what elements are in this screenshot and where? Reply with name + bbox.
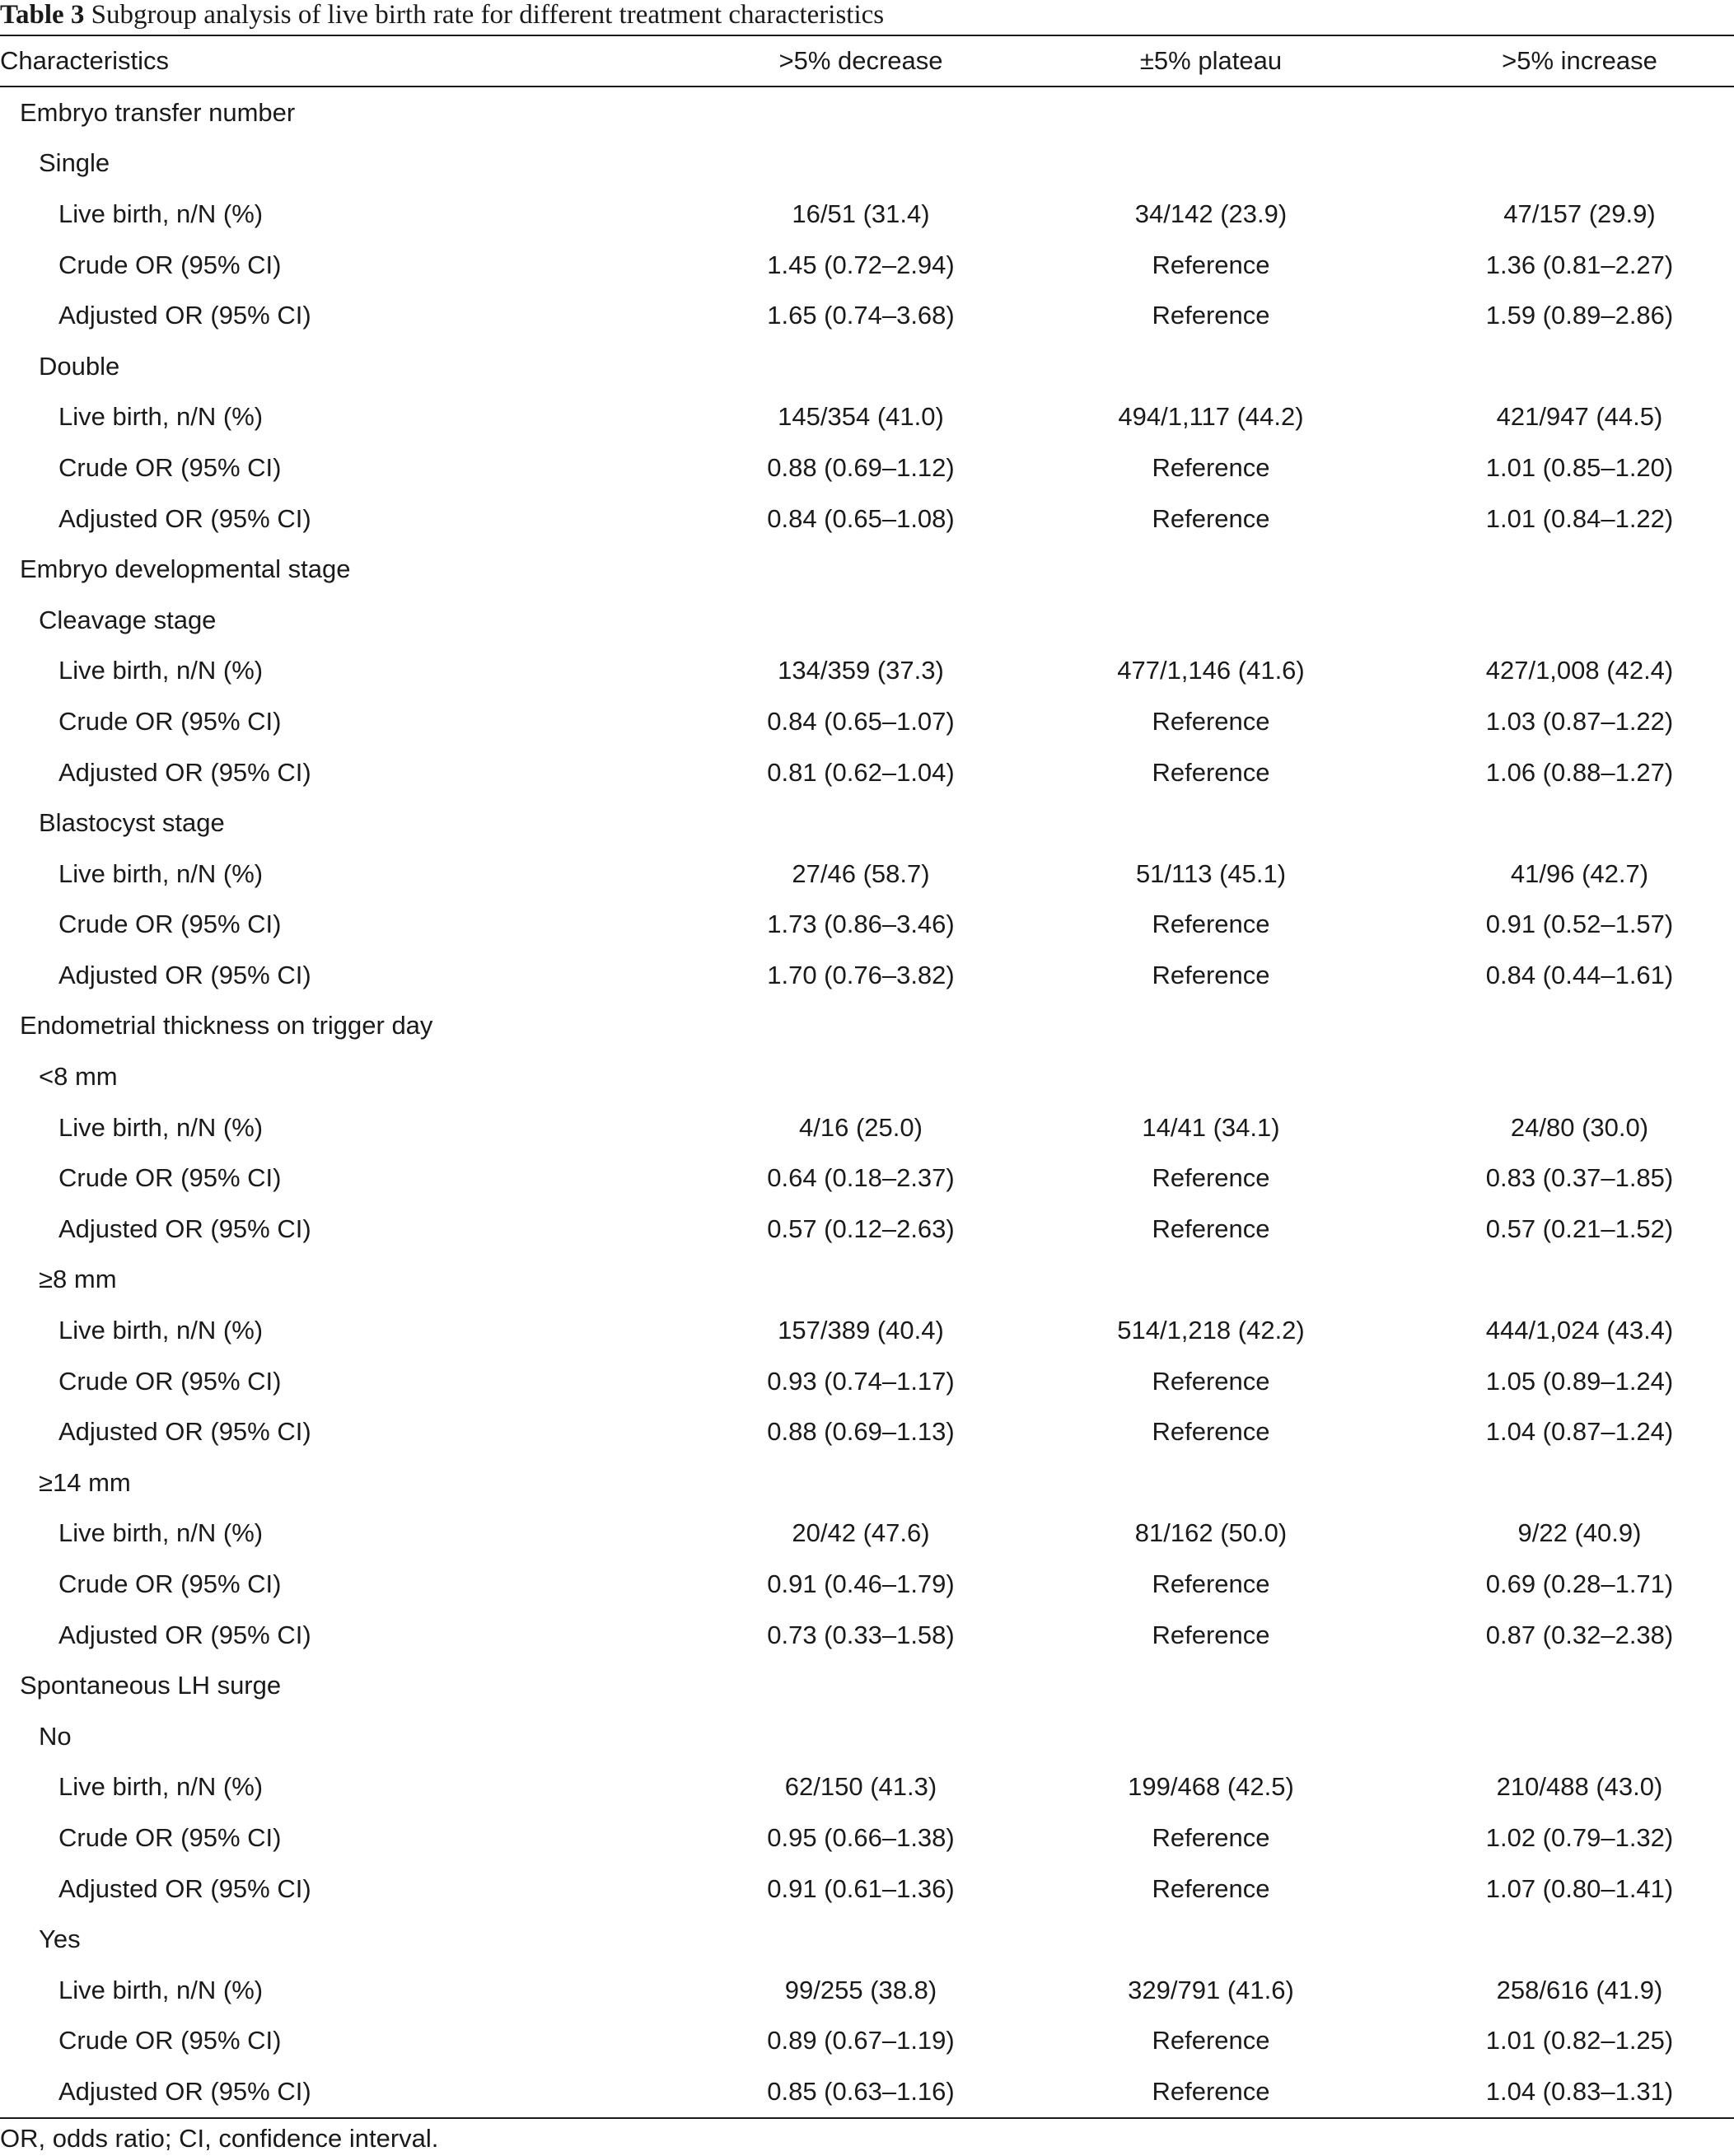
cell-decrease [725, 1914, 997, 1965]
row-label: ≥8 mm [39, 1265, 117, 1294]
row-label: Live birth, n/N (%) [58, 1316, 264, 1345]
cell-plateau [997, 595, 1425, 646]
cell-plateau: Reference [1152, 1214, 1270, 1243]
cell-decrease [725, 87, 997, 138]
row-label: Adjusted OR (95% CI) [58, 960, 311, 989]
cell-decrease [725, 1051, 997, 1102]
table-row [0, 1610, 1734, 1661]
row-label: Adjusted OR (95% CI) [58, 757, 311, 787]
cell-plateau: Reference [1152, 1366, 1270, 1396]
cell-plateau: Reference [1152, 1417, 1270, 1447]
cell-decrease: 145/354 (41.0) [778, 402, 944, 432]
cell-increase: 0.69 (0.28–1.71) [1485, 1569, 1674, 1599]
cell-decrease [725, 1255, 997, 1306]
table-row [0, 747, 1734, 798]
row-label: Crude OR (95% CI) [58, 1366, 282, 1396]
table-subgroup-row [0, 1051, 1734, 1102]
cell-decrease: 27/46 (58.7) [792, 858, 930, 888]
row-label: Crude OR (95% CI) [58, 910, 282, 939]
cell-decrease: 16/51 (31.4) [792, 199, 930, 228]
cell-plateau: Reference [1152, 910, 1270, 939]
cell-increase [1425, 87, 1734, 138]
cell-decrease: 0.91 (0.61–1.36) [767, 1873, 955, 1903]
row-label: Crude OR (95% CI) [58, 2026, 282, 2055]
row-label: Crude OR (95% CI) [58, 250, 282, 279]
cell-increase [1425, 595, 1734, 646]
cell-plateau: Reference [1152, 1569, 1270, 1599]
cell-plateau: Reference [997, 2066, 1425, 2118]
row-label: Live birth, n/N (%) [58, 858, 264, 888]
row-label: Live birth, n/N (%) [58, 1518, 264, 1548]
row-label: <8 mm [39, 1062, 118, 1092]
column-header-increase: >5% increase [1425, 35, 1734, 87]
row-label: Endometrial thickness on trigger day [20, 1011, 433, 1041]
cell-plateau [997, 341, 1425, 392]
table-row [0, 1559, 1734, 1610]
cell-decrease: 0.85 (0.63–1.16) [725, 2066, 997, 2118]
table-body [0, 87, 1734, 2118]
row-label: Adjusted OR (95% CI) [58, 1214, 311, 1243]
table-row [0, 1204, 1734, 1255]
cell-plateau: 329/791 (41.6) [1128, 1975, 1294, 2004]
cell-decrease: 1.70 (0.76–3.82) [767, 960, 955, 989]
cell-plateau: Reference [1152, 503, 1270, 533]
table-row [0, 2016, 1734, 2067]
cell-increase: 210/488 (43.0) [1496, 1772, 1663, 1802]
table-row [0, 1153, 1734, 1204]
table-row [0, 646, 1734, 697]
row-label: Single [39, 148, 110, 178]
table-footnote: OR, odds ratio; CI, confidence interval. [0, 2124, 439, 2153]
cell-decrease [725, 1711, 997, 1762]
cell-increase: 9/22 (40.9) [1517, 1518, 1642, 1548]
column-header-plateau: ±5% plateau [997, 35, 1425, 87]
cell-plateau: 14/41 (34.1) [1142, 1112, 1280, 1142]
cell-decrease [725, 1001, 997, 1052]
cell-plateau: Reference [1152, 960, 1270, 989]
cell-decrease: 0.81 (0.62–1.04) [767, 757, 955, 787]
cell-decrease [725, 138, 997, 189]
cell-decrease: 62/150 (41.3) [784, 1772, 937, 1802]
row-label: ≥14 mm [39, 1467, 131, 1497]
table-row [0, 1812, 1734, 1864]
cell-plateau [997, 1711, 1425, 1762]
cell-decrease: 0.64 (0.18–2.37) [767, 1163, 955, 1193]
row-label: Spontaneous LH surge [20, 1671, 282, 1700]
cell-plateau [997, 1051, 1425, 1102]
cell-decrease: 0.95 (0.66–1.38) [767, 1822, 955, 1852]
table-subgroup-row [0, 595, 1734, 646]
cell-increase: 1.07 (0.80–1.41) [1485, 1873, 1674, 1903]
cell-increase [1425, 797, 1734, 849]
cell-increase [1425, 1255, 1734, 1306]
cell-increase: 1.04 (0.83–1.31) [1425, 2066, 1734, 2118]
table-row [0, 900, 1734, 951]
cell-plateau [997, 138, 1425, 189]
row-label: Live birth, n/N (%) [58, 1112, 264, 1142]
table-row [0, 493, 1734, 545]
cell-decrease: 0.88 (0.69–1.12) [767, 452, 955, 482]
row-label: Adjusted OR (95% CI) [0, 2066, 725, 2118]
cell-increase: 0.83 (0.37–1.85) [1485, 1163, 1674, 1193]
cell-plateau: Reference [1152, 1822, 1270, 1852]
row-label: Embryo developmental stage [20, 554, 351, 584]
cell-plateau [997, 797, 1425, 849]
cell-decrease: 1.73 (0.86–3.46) [767, 910, 955, 939]
table-row [0, 1406, 1734, 1457]
row-label: Embryo transfer number [20, 97, 296, 127]
cell-decrease: 20/42 (47.6) [792, 1518, 930, 1548]
cell-decrease: 0.57 (0.12–2.63) [767, 1214, 955, 1243]
row-label: Blastocyst stage [39, 808, 225, 838]
column-header-decrease: >5% decrease [725, 35, 997, 87]
row-label: Adjusted OR (95% CI) [58, 301, 311, 330]
table-section-row [0, 1660, 1734, 1711]
table-row [0, 189, 1734, 240]
cell-plateau: Reference [1152, 1873, 1270, 1903]
table-caption-text: Subgroup analysis of live birth rate for different treatment characteristics [91, 0, 885, 30]
row-label: Adjusted OR (95% CI) [58, 1873, 311, 1903]
row-label: Live birth, n/N (%) [58, 1772, 264, 1802]
row-label: Adjusted OR (95% CI) [58, 503, 311, 533]
table-subgroup-row [0, 1457, 1734, 1508]
cell-increase: 258/616 (41.9) [1496, 1975, 1663, 2004]
table-row [0, 1965, 1734, 2016]
subgroup-table [0, 35, 1734, 2119]
cell-increase: 1.36 (0.81–2.27) [1485, 250, 1674, 279]
cell-decrease [725, 1457, 997, 1508]
cell-plateau: 81/162 (50.0) [1134, 1518, 1288, 1548]
cell-plateau [997, 1001, 1425, 1052]
cell-increase: 1.05 (0.89–1.24) [1485, 1366, 1674, 1396]
table-subgroup-row [0, 138, 1734, 189]
cell-increase [1425, 1711, 1734, 1762]
cell-decrease [725, 595, 997, 646]
table-subgroup-row [0, 341, 1734, 392]
cell-plateau: 494/1,117 (44.2) [1118, 402, 1304, 432]
column-header-characteristics: Characteristics [0, 35, 725, 87]
cell-decrease: 0.88 (0.69–1.13) [767, 1417, 955, 1447]
row-label: Adjusted OR (95% CI) [58, 1417, 311, 1447]
row-label: Double [39, 351, 120, 381]
cell-decrease: 0.73 (0.33–1.58) [767, 1620, 955, 1649]
table-row [0, 2066, 1734, 2118]
cell-increase: 41/96 (42.7) [1510, 858, 1649, 888]
table-row [0, 392, 1734, 443]
cell-increase [1425, 1660, 1734, 1711]
cell-increase [1425, 1001, 1734, 1052]
cell-increase: 1.01 (0.84–1.22) [1485, 503, 1674, 533]
cell-decrease [725, 544, 997, 595]
table-row [0, 1102, 1734, 1153]
cell-increase: 0.91 (0.52–1.57) [1485, 910, 1674, 939]
cell-decrease [725, 1660, 997, 1711]
cell-plateau: Reference [1152, 757, 1270, 787]
cell-plateau: 51/113 (45.1) [1135, 858, 1287, 888]
table-row [0, 696, 1734, 747]
table-section-row [0, 544, 1734, 595]
table-row [0, 1305, 1734, 1356]
cell-decrease: 99/255 (38.8) [784, 1975, 937, 2004]
cell-increase: 1.59 (0.89–2.86) [1485, 301, 1674, 330]
row-label: Yes [39, 1924, 81, 1954]
cell-plateau [997, 87, 1425, 138]
row-label: Cleavage stage [39, 605, 217, 634]
cell-decrease: 0.91 (0.46–1.79) [767, 1569, 955, 1599]
table-subgroup-row [0, 1255, 1734, 1306]
cell-increase [1425, 341, 1734, 392]
cell-plateau [997, 544, 1425, 595]
row-label: Live birth, n/N (%) [58, 402, 264, 432]
cell-decrease: 134/359 (37.3) [778, 656, 944, 685]
table-row [0, 1508, 1734, 1560]
cell-plateau: 34/142 (23.9) [1134, 199, 1288, 228]
cell-decrease: 0.93 (0.74–1.17) [767, 1366, 955, 1396]
cell-plateau: 199/468 (42.5) [1128, 1772, 1294, 1802]
cell-decrease: 0.84 (0.65–1.07) [767, 706, 955, 736]
cell-increase: 1.01 (0.85–1.20) [1485, 452, 1674, 482]
cell-plateau [997, 1660, 1425, 1711]
cell-decrease: 157/389 (40.4) [778, 1316, 944, 1345]
cell-plateau: Reference [1152, 1163, 1270, 1193]
row-label: Crude OR (95% CI) [58, 1822, 282, 1852]
row-label: Live birth, n/N (%) [58, 199, 264, 228]
table-row [0, 1762, 1734, 1813]
cell-increase: 421/947 (44.5) [1496, 402, 1663, 432]
table-subgroup-row [0, 1711, 1734, 1762]
row-label: Crude OR (95% CI) [58, 706, 282, 736]
cell-plateau: 514/1,218 (42.2) [1117, 1316, 1305, 1345]
cell-decrease: 4/16 (25.0) [799, 1112, 923, 1142]
table-row [0, 290, 1734, 341]
table-header-row [0, 35, 1734, 87]
cell-decrease: 1.65 (0.74–3.68) [767, 301, 955, 330]
table-section-row [0, 87, 1734, 138]
cell-increase [1425, 544, 1734, 595]
cell-increase: 1.03 (0.87–1.22) [1485, 706, 1674, 736]
table-row [0, 1356, 1734, 1407]
cell-decrease [725, 341, 997, 392]
cell-decrease [725, 797, 997, 849]
cell-increase [1425, 138, 1734, 189]
table-subgroup-row [0, 1914, 1734, 1965]
cell-decrease: 0.84 (0.65–1.08) [767, 503, 955, 533]
cell-increase: 444/1,024 (43.4) [1485, 1316, 1674, 1345]
cell-decrease: 0.89 (0.67–1.19) [767, 2026, 955, 2055]
row-label: Crude OR (95% CI) [58, 1569, 282, 1599]
row-label: Crude OR (95% CI) [58, 1163, 282, 1193]
cell-increase [1425, 1914, 1734, 1965]
row-label: Adjusted OR (95% CI) [58, 1620, 311, 1649]
cell-plateau [997, 1457, 1425, 1508]
cell-increase: 24/80 (30.0) [1510, 1112, 1649, 1142]
cell-increase: 1.02 (0.79–1.32) [1485, 1822, 1674, 1852]
cell-plateau: Reference [1152, 301, 1270, 330]
table-caption-label: Table 3 [0, 0, 85, 30]
cell-increase: 427/1,008 (42.4) [1485, 656, 1674, 685]
cell-decrease: 1.45 (0.72–2.94) [767, 250, 955, 279]
row-label: Crude OR (95% CI) [58, 452, 282, 482]
table-row [0, 442, 1734, 493]
cell-increase: 1.01 (0.82–1.25) [1485, 2026, 1674, 2055]
table-subgroup-row [0, 797, 1734, 849]
cell-plateau: 477/1,146 (41.6) [1117, 656, 1305, 685]
table-caption [0, 0, 884, 33]
cell-plateau: Reference [1152, 250, 1270, 279]
cell-increase: 0.87 (0.32–2.38) [1485, 1620, 1674, 1649]
cell-plateau: Reference [1152, 2026, 1270, 2055]
cell-increase [1425, 1051, 1734, 1102]
row-label: No [39, 1721, 72, 1751]
cell-plateau: Reference [1152, 706, 1270, 736]
cell-increase: 0.57 (0.21–1.52) [1485, 1214, 1674, 1243]
table-row [0, 849, 1734, 900]
cell-increase: 0.84 (0.44–1.61) [1485, 960, 1674, 989]
cell-increase [1425, 1457, 1734, 1508]
cell-plateau: Reference [1152, 1620, 1270, 1649]
row-label: Live birth, n/N (%) [58, 656, 264, 685]
table-section-row [0, 1001, 1734, 1052]
row-label: Live birth, n/N (%) [58, 1975, 264, 2004]
cell-plateau [997, 1914, 1425, 1965]
table-row [0, 950, 1734, 1001]
cell-plateau: Reference [1152, 452, 1270, 482]
cell-plateau [997, 1255, 1425, 1306]
table-row [0, 1864, 1734, 1915]
cell-increase: 1.06 (0.88–1.27) [1485, 757, 1674, 787]
cell-increase: 1.04 (0.87–1.24) [1485, 1417, 1674, 1447]
cell-increase: 47/157 (29.9) [1503, 199, 1656, 228]
table-row [0, 240, 1734, 291]
